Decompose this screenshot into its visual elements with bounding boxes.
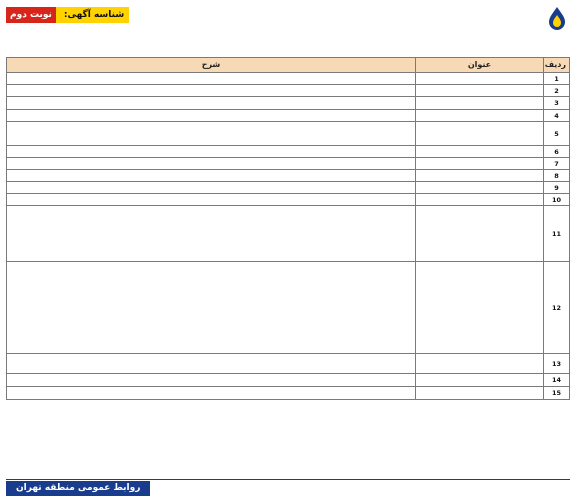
table-row	[7, 354, 570, 374]
row-title	[416, 146, 544, 158]
table-row	[7, 97, 570, 110]
row-number: 2	[544, 85, 570, 97]
row-number: 8	[544, 170, 570, 182]
row-description	[7, 170, 416, 182]
row-description	[7, 110, 416, 122]
row-title	[416, 122, 544, 146]
row-number: 6	[544, 146, 570, 158]
row-number: 1	[544, 73, 570, 85]
row-title	[416, 158, 544, 170]
row-title	[416, 387, 544, 400]
row-title	[416, 97, 544, 110]
row-title	[416, 194, 544, 206]
company-logo-icon	[546, 6, 568, 32]
row-description	[7, 354, 416, 374]
row-title	[416, 110, 544, 122]
notice-id-badge	[56, 7, 129, 23]
column-header-title: عنوان	[416, 58, 544, 73]
table-row	[7, 85, 570, 97]
table-row	[7, 110, 570, 122]
row-number: 14	[544, 374, 570, 387]
row-description	[7, 85, 416, 97]
row-number: 5	[544, 122, 570, 146]
table-row	[7, 182, 570, 194]
column-header-no: ردیف	[544, 58, 570, 73]
row-description	[7, 158, 416, 170]
row-description	[7, 262, 416, 354]
table-row	[7, 158, 570, 170]
notice-badges	[6, 7, 129, 23]
row-description	[7, 194, 416, 206]
row-number: 3	[544, 97, 570, 110]
row-description	[7, 97, 416, 110]
row-description	[7, 374, 416, 387]
row-number: 4	[544, 110, 570, 122]
row-title	[416, 354, 544, 374]
row-title	[416, 374, 544, 387]
table-row	[7, 146, 570, 158]
table-row	[7, 387, 570, 400]
table-row	[7, 122, 570, 146]
table-row	[7, 262, 570, 354]
row-number: 9	[544, 182, 570, 194]
row-number: 7	[544, 158, 570, 170]
table-row	[7, 194, 570, 206]
row-title	[416, 262, 544, 354]
row-number: 12	[544, 262, 570, 354]
tender-table	[6, 57, 570, 400]
row-description	[7, 206, 416, 262]
table-row	[7, 73, 570, 85]
row-number: 13	[544, 354, 570, 374]
table-row	[7, 206, 570, 262]
public-relations-bar	[6, 479, 570, 497]
turn-badge: نوبت دوم	[6, 7, 56, 23]
contact-info	[6, 403, 570, 423]
row-title	[416, 182, 544, 194]
row-description	[7, 122, 416, 146]
row-title	[416, 206, 544, 262]
row-description	[7, 387, 416, 400]
row-number: 15	[544, 387, 570, 400]
row-description	[7, 146, 416, 158]
row-number: 10	[544, 194, 570, 206]
row-description	[7, 182, 416, 194]
public-relations-signature: روابط عمومی منطقه تهران	[6, 481, 150, 496]
row-number: 11	[544, 206, 570, 262]
row-title	[416, 170, 544, 182]
row-title	[416, 73, 544, 85]
lead-paragraph	[6, 34, 570, 54]
table-header-row	[7, 58, 570, 73]
row-description	[7, 73, 416, 85]
table-row	[7, 374, 570, 387]
notice-header	[6, 4, 570, 32]
column-header-desc: شرح	[7, 58, 416, 73]
notice-id-label: شناسه آگهی:	[63, 10, 125, 20]
table-row	[7, 170, 570, 182]
row-title	[416, 85, 544, 97]
